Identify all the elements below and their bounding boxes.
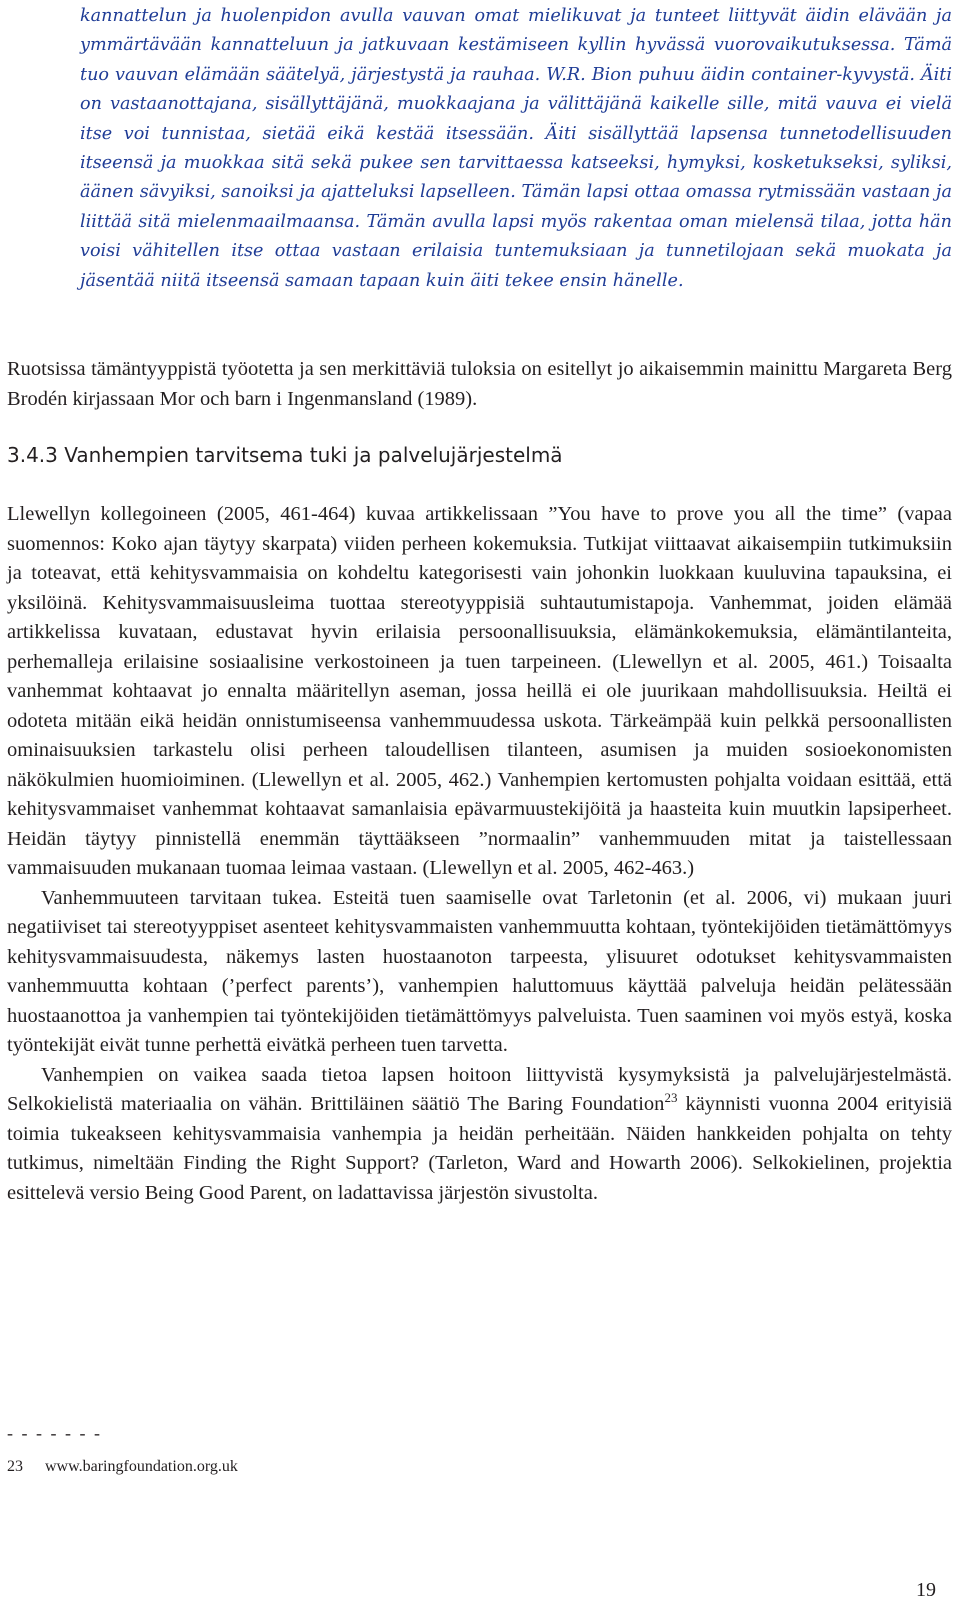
footnote-separator: - - - - - - -: [7, 1423, 102, 1443]
italic-quote-block: kannattelun ja huolenpidon avulla vauvan omat mielikuvat ja tunteet liittyvät äidin elävään ja ymmärtävään kannatteluun ja jatkuvaan kestämiseen kyllin hyvässä vuorovaikutuksessa. Tämä tuo vauvan elämään säätelyä, järjestystä ja rauhaa. W.R. Bion puhuu äidin container-kyvystä. Äiti on vastaanottajana, sisällyttäjänä, muokkaajana ja välittäjänä kaikelle sille, mitä vauva ei vielä itse voi tunnistaa, sietää eikä kestää itsessään. Äiti sisällyttää lapsensa tunnetodellisuuden itseensä ja muokkaa sitä sekä pukee sen tarvittaessa katseeksi, hymyksi, kosketukseksi, syliksi, äänen sävyiksi, sanoiksi ja ajatteluksi lapselleen. Tämän lapsi ottaa omassa rytmissään vastaan ja liittää sitä mielenmaailmaansa. Tämän avulla lapsi myös rakentaa oman mielensä tilaa, jotta hän voisi vähitellen itse ottaa vastaan erilaisia tuntemuksiaan ja tunnetilojaan sekä muokata ja jäsentää niitä itseensä samaan tapaan kuin äiti tekee ensin hänelle.: [80, 6, 952, 291]
paragraph-3-text-after: käynnisti vuonna 2004 erityisiä toimia tukeakseen kehitysvammaisia vanhempia ja heidän perheitään. Näiden hankkeiden pohjalta on tehty tutkimus, nimeltään Finding the Right Support? (Tarleton, Ward and Howarth 2006). Selkokielinen, projektia esittelevä versio Being Good Parent, on ladattavissa järjestön sivustolta.: [7, 1093, 952, 1204]
body-paragraph-3: [7, 1061, 952, 1209]
footnote-number: 23: [7, 1458, 23, 1475]
intro-paragraph: Ruotsissa tämäntyyppistä työotetta ja sen merkittäviä tuloksia on esitellyt jo aikaisemmin mainittu Margareta Berg Brodén kirjassaan Mor och barn i Ingenmansland (1989).: [7, 358, 952, 410]
page-number: 19: [916, 1579, 936, 1601]
body-paragraph-2: Vanhemmuuteen tarvitaan tukea. Esteitä tuen saamiselle ovat Tarletonin (et al. 2006, vi) mukaan juuri negatiiviset tai stereotyyppiset asenteet kehitysvammaisten vanhemmuutta kohtaan, työntekijöiden tietämättömyys kehitysvammaisuudesta, näkemys lasten huostaanoton tarpeesta, ylisuuret odotukset kehitysvammaisten vanhemmuutta kohtaan (’perfect parents’), vanhempien haluttomuus käyttää palveluja heidän pelätessään huostaanottoa ja vanhempien tai työntekijöiden tietämättömyys palveluista. Tuen saaminen voi myös estyä, koska työntekijät eivät tunne perhettä eivätkä perheen tuen tarvetta.: [7, 886, 952, 1056]
paragraph-3-text-before: Vanhempien on vaikea saada tietoa lapsen hoitoon liittyvistä kysymyksistä ja palvelujärjestelmästä. Selkokielistä materiaalia on vähän. Brittiläinen säätiö The Baring Foundation: [7, 1063, 952, 1115]
section-heading: 3.4.3 Vanhempien tarvitsema tuki ja palvelujärjestelmä: [7, 443, 563, 467]
footnote-reference[interactable]: 23: [664, 1090, 678, 1105]
footnote-link[interactable]: www.baringfoundation.org.uk: [45, 1458, 238, 1475]
footnote: [7, 1458, 238, 1476]
body-paragraph-1: Llewellyn kollegoineen (2005, 461-464) kuvaa artikkelissaan ”You have to prove you all the time” (vapaa suomennos: Koko ajan täytyy skarpata) viiden perheen kokemuksia. Tutkijat viittaavat aikaisempiin tutkimuksiin ja toteavat, että kehitysvammaisia on kohdeltu kategorisesti vain johonkin luokkaan kuuluvina tapauksina, ei yksilöinä. Kehitysvammaisuusleima tuottaa stereotyyppisiä suhtautumistapoja. Vanhemmat, joiden elämää artikkelissa kuvataan, edustavat hyvin erilaisia persoonallisuuksia, elämänkokemuksia, elämäntilanteita, perhemalleja erilaisine sosiaalisine verkostoineen ja tuen tarpeineen. (Llewellyn et al. 2005, 461.) Toisaalta vanhemmat kohtaavat jo ennalta määritellyn aseman, jossa heillä ei ole juurikaan mahdollisuuksia. Heiltä ei odoteta mitään eikä heidän onnistumiseensa vanhemmuudessa uskota. Tärkeämpää kuin pelkkä persoonallisten ominaisuuksien tarkastelu olisi perheen taloudellisen tilanteen, asumisen ja muiden sosioekonomisten näkökulmien huomioiminen. (Llewellyn et al. 2005, 462.) Vanhempien kertomusten pohjalta voidaan esittää, että kehitysvammaiset vanhemmat kohtaavat samanlaisia epävarmuustekijöitä ja haasteita kuin muutkin lapsiperheet. Heidän täytyy pinnistellä enemmän täyttääkseen ”normaalin” vanhemmuuden mitat ja taistellessaan vammaisuuden mukanaan tuomaa leimaa vastaan. (Llewellyn et al. 2005, 462-463.): [7, 503, 952, 879]
section-body: [7, 500, 952, 1208]
